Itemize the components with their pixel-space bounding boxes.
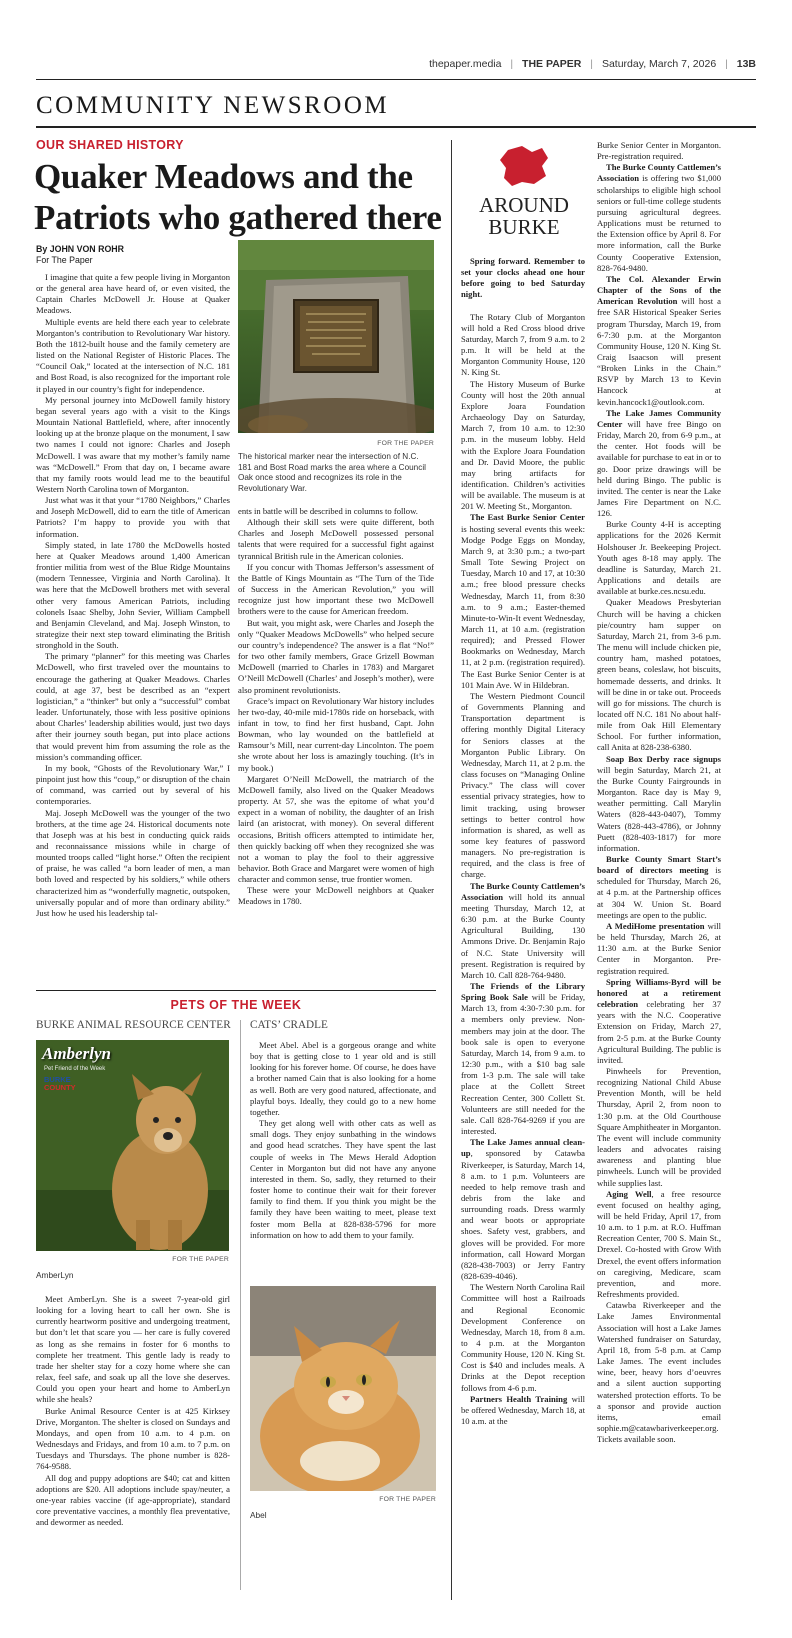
headline-line-2: Patriots who gathered there	[34, 198, 442, 237]
around-item: The Burke County Cattlemen’s Association is offering two $1,000 scholarships to eligible high school seniors or full-time college students pursuing agricultural degrees. Applications must be returned to the Extension office by April 8. For more information, call the Burke County Cooperative Extension, 828-764-9480.	[597, 162, 721, 273]
dog-logo-sub: Pet Friend of the Week	[44, 1066, 106, 1072]
dog-caption: AmberLyn	[36, 1270, 74, 1280]
marker-illustration	[238, 240, 434, 433]
dog-logo-brand-1: BURKE	[44, 1075, 71, 1084]
paragraph: Although their skill sets were quite different, both Charles and Joseph McDowell possessed personal talents that were required for a successful fight against tyrannical British rule in the American colonies.	[238, 517, 434, 561]
around-item: Aging Well, a free resource event focused on healthy aging, will be held Friday, April 17, from 10 a.m. to 1 p.m. at R.O. Huffman Recreation Center, 700 S. Main St., Drexel. Co-hosted with Grow With Drexel, the event offers information on caregiving, Medicare, scam prevention, and more. Refreshments provided.	[597, 1188, 722, 1300]
paragraph: These were your McDowell neighbors at Quaker Meadows in 1780.	[238, 885, 434, 907]
issue-date: Saturday, March 7, 2026	[601, 58, 717, 70]
paragraph: If you concur with Thomas Jefferson’s assessment of the Battle of Kings Mountain as “The Turn of the Tide of Success in the American Revolution,” you will recognize just how important these two McDowell brothers were to the cause for American freedom.	[238, 561, 434, 617]
around-item: The Friends of the Library Spring Book Sale will be Friday, March 13, from 4:30-7:30 p.m. for a members only preview. Non-members may join at the door. The book sale is open to everyone Saturday, March 14, from 9 a.m. to 12:30 p.m., with a $10 bag sale from 1-3 p.m. The sale will take place at the Collett Street Recreation Center, 300 Collett St. Volunteers are still needed for the sale. Call 828-764-9269 if you are interested.	[461, 981, 585, 1137]
paragraph: Simply stated, in late 1780 the McDowells hosted here at Quaker Meadows around 1,400 American frontier militia from west of the Blue Ridge Mountains (modern Tennessee, Virginia and North Carolina). It was here that the McDowell brothers met with several other very famous American Patriots, including colonels Isaac Shelby, John Sevier, William Campbell and Benjamin Cleveland, and Maj. Joseph Winston, to strategize their next step toward eliminating the British stronghold in the South.	[36, 539, 230, 651]
site-url[interactable]: thepaper.media	[429, 58, 502, 70]
byline-name[interactable]: JOHN VON ROHR	[49, 244, 124, 254]
around-item: Soap Box Derby race signups will begin Saturday, March 21, at the Burke County Fairgrounds in Morganton. Race day is May 9, weather permitting. Call Marylin Waters (828-443-0407), Tommy Waters (828-443-4786), or Johnny Puett (828-403-1817) for more information.	[597, 753, 721, 853]
paragraph: Margaret O’Neill McDowell, the matriarch of the McDowell family, also lived on the Quaker Meadows property. At 57, she was the epitome of what you’d expect in a woman of nobility, the daughter of an Irish laird (an aristocrat, with money). On several different occasions, British officers attempted to intimidate her, then quickly backing off when they recognized she was not a woman to play the fool to their aggressive behavior. Both Grace and Margaret were women of high character and common sense, true frontier women.	[238, 773, 434, 885]
around-item: Spring Williams-Byrd will be honored at a retirement celebration celebrating her 37 years with the N.C. Cooperative Extension on Friday, March 27, from 2-5 p.m. at the Burke County Agricultural Building. The public is invited.	[597, 976, 721, 1065]
around-item: Partners Health Training will be offered Wednesday, March 18, at 10 a.m. at the	[461, 1393, 585, 1427]
section-title: COMMUNITY NEWSROOM	[36, 92, 390, 119]
paragraph: All dog and puppy adoptions are $40; cat and kitten adoptions are $20. All adoptions include spay/neuter, a one-year rabies vaccine (if age-appropriate), standard core preventative vaccines, a monthly flea preventative, and dewormer as needed.	[36, 1472, 230, 1528]
around-item: Burke County 4-H is accepting applications for the 2026 Kermit Holshouser Jr. Beekeeping Project. Youth ages 8-18 may apply. The deadline is Saturday, March 21. Applications and details are available at burke.ces.ncsu.edu.	[597, 519, 721, 597]
header-rule	[36, 79, 756, 80]
pets-mid-divider	[240, 1020, 241, 1590]
paragraph: Meet AmberLyn. She is a sweet 7-year-old girl looking for a loving heart to call her own. She is currently heartworm positive and undergoing treatment, but don’t let that scare you — her care is fully covered as long as she remains in foster for 6 months to complete her treatment. This gentle lady is ready to trade her shelter stay for a cozy home where she can relax, feel safe, and soak up all the love she deserves. Could you open your heart and home to AmberLyn while she heals?	[36, 1294, 230, 1405]
around-column-a	[461, 256, 585, 1427]
around-item: The Burke County Cattlemen’s Association will hold its annual meeting Thursday, March 12, at 6:30 p.m. at the Burke County Agricultural Building, 130 Ammons Drive. Dr. Benjamin Rajo of N.C. State University will present. Registration is required by March 10. Call 828-764-9480.	[461, 880, 585, 980]
dog-logo-brand	[44, 1076, 76, 1092]
paragraph: They get along well with other cats as well as small dogs. They enjoy sunbathing in the windows and good head scratches. They have spent the last couple of weeks in The Mews Herald Adoption Center in Morganton but did not have any anyone interested in them. So, sadly, they returned to their foster home to continue their wait for their forever family to find them. If you think you might be the family they have been waiting to meet, please text foster mom Bella at 828-838-5796 for more information on how to add them to your family.	[250, 1118, 436, 1240]
cat-description	[250, 1040, 436, 1241]
paragraph: Just what was it that your “1780 Neighbors,” Charles and Joseph McDowell, did to earn the title of American Patriots? I’m happy to provide you with that information.	[36, 495, 230, 539]
section-rule	[36, 126, 756, 128]
article-column-1	[36, 272, 230, 919]
page-number: 13B	[736, 58, 756, 70]
paragraph: In my book, “Ghosts of the Revolutionary War,” I pinpoint just how this “coup,” or disruption of the chain of command, was carried out by several of his contemporaries.	[36, 762, 230, 807]
header-divider-2: |	[590, 58, 594, 70]
marker-photo[interactable]	[238, 240, 434, 433]
masthead-bar	[36, 58, 756, 74]
paragraph: Multiple events are held there each year to celebrate Morganton’s contribution to Revolutionary War history. Both the 1812-built house and the family cemetery are listed on the National Register of Historic Places. The “Council Oak,” located at the intersection of N.C. 181 and Bost Road, is also recognized for the important role it played in our country’s fight for independence.	[36, 316, 230, 394]
column-divider	[451, 140, 452, 1600]
around-item: The History Museum of Burke County will host the 20th annual Explore Joara Foundation Archaeology Day on Saturday, March 7, from 10 a.m. to 12:30 p.m. in the museum lobby. Held with the Explore Joara Foundation and Dr. David Moore, the public may bring artifacts for identification. Children’s activities will be available. The museum is at 201 W. Meeting St., Morganton.	[461, 378, 585, 512]
paragraph: Burke Animal Resource Center is at 425 Kirksey Drive, Morganton. The shelter is closed on Sundays and Mondays, and open from 10 a.m. to 4 p.m. on Wednesdays and Fridays, and from 10 a.m. to 7 p.m. on Tuesdays and Thursdays. The phone number is 828-764-9588.	[36, 1405, 230, 1472]
paragraph: I imagine that quite a few people living in Morganton or the general area have heard of, or even visited, the Captain Charles McDowell Jr. House at Quaker Meadows.	[36, 272, 230, 316]
burke-county-map-icon	[462, 144, 586, 190]
brand-name: THE PAPER	[522, 58, 582, 70]
dog-description	[36, 1294, 230, 1528]
paragraph: Maj. Joseph McDowell was the younger of the two brothers, at the time age 24. Historical documents note that Joseph was at his best in conducting quick raids and reconnaissance missions while in charge of mounted troops called “light horse.” Often the recipient of praise, he was called “a born leader of men, a man both loved and respected by his soldiers,” while others characterized him as “wonderfully magnetic, outspoken, universally popular and of more than ordinary ability.” Just how he used his leadership tal-	[36, 807, 231, 918]
around-item: Burke County Smart Start’s board of directors meeting is scheduled for Thursday, March 26, at 4 p.m. at the Partnership offices at 304 W. Union St. Board meetings are open to the public.	[597, 854, 721, 920]
around-item: The Lake James Community Center will have free Bingo on Friday, March 20, from 6-9 p.m., at the center. Hot foods will be available for purchase to eat in or to go. Door prize drawings will be held during Bingo. The public is invited. The center is near the Lake James Fire Department on N.C. 126.	[597, 407, 721, 519]
left-org: BURKE ANIMAL RESOURCE CENTER	[36, 1019, 231, 1031]
cat-caption: Abel	[250, 1510, 267, 1520]
byline-org: For The Paper	[36, 255, 93, 265]
around-item: The Lake James annual clean-up, sponsored by Catawba Riverkeeper, is Saturday, March 14, 8 a.m. to 1 p.m. Volunteers are needed to help remove trash and debris from the lake and surrounding roads. Dress warmly and wear boots or appropriate shoes. Safety vest, grabbers, and gloves will be provided. For more information, call Howard Morgan (828-438-7003) or Jerry Fantry (828-639-4046).	[461, 1137, 585, 1282]
around-item: Spring forward. Remember to set your clocks ahead one hour before going to bed Saturday night.	[461, 256, 585, 300]
around-item: The Western Piedmont Council of Governments Planning and Transportation department is offering monthly Digital Literacy for Seniors classes at the Morganton Public Library. On Wednesday, March 11, at 2 p.m. the class focuses on “Managing Online Privacy.” The class will cover essential privacy strategies, how to limit tracking, using browser settings to better control how information is shared, as well as some key features of password managers. No pre-registration is required, and the class is free of charge.	[461, 690, 585, 880]
header-divider-3: |	[725, 58, 728, 70]
pets-top-rule	[36, 990, 436, 991]
paragraph: The primary “planner” for this meeting was Charles McDowell, who first traveled over the mountains to encourage the gathering at Quaker Meadows. Charles could, at age 37, best be described as an “expert logistician,” a “thinker” but only a “successful” combat leader. Unfortunately, those with less positive opinions about Charles’ leadership abilities would, just two days after their journey south began, put into place actions that would prevent him from assuming the role as the mission’s commanding officer.	[36, 651, 230, 762]
around-item: Quaker Meadows Presbyterian Church will be having a chicken pie/country ham supper on Saturday, March 21, from 3-6 p.m. The menu will include chicken pie, country ham, mashed potatoes, green beans, coleslaw, hot biscuits, homemade desserts, and drinks. It will be dine in or take out. Proceeds will go for missions. The church is located off N.C. 181 No about half-mile from Oak Hill Elementary School. For further information, call Anita at 828-238-6380.	[597, 597, 721, 753]
paragraph: Grace’s impact on Revolutionary War history includes her two-day, 40-mile mid-1780s ride on horseback, with infant in tow, to find her first husband, Capt. John Bowman, who lay wounded on the battlefield at Ramsour’s Mill, near current-day Lincolnton. The poem she wrote about her loss is amazingly touching. (It’s in my book.)	[238, 695, 434, 773]
around-item: Pinwheels for Prevention, recognizing National Child Abuse Prevention Month, will be held Thursday, April 2, from noon to 1:30 p.m. at the Old Courthouse Square Amphitheater in Morganton. The event will include community leaders and advocates raising awareness and planting blue pinwheels. Lunch will be provided while supplies last.	[597, 1065, 721, 1188]
around-burke-logo	[462, 144, 586, 244]
cat-illustration	[250, 1286, 436, 1491]
around-logo-line-2: BURKE	[488, 215, 560, 239]
paragraph: ents in battle will be described in columns to follow.	[238, 506, 418, 516]
headline	[34, 156, 444, 238]
dog-photo[interactable]	[36, 1040, 229, 1251]
around-item: Catawba Riverkeeper and the Lake James Environmental Association will host a Lake James Watershed fundraiser on Saturday, April 18, from 5-8 p.m. at Camp Lake James. The event includes wine, beer, heavy hors d’oeuvres and a silent auction supporting watershed protection efforts. To be a sponsor and provide auction items, email sophie.m@catawbariverkeeper.org. Tickets available soon.	[597, 1300, 721, 1445]
headline-line-1: Quaker Meadows and the	[34, 157, 413, 196]
article-column-2	[238, 506, 434, 908]
dog-credit: FOR THE PAPER	[172, 1256, 229, 1263]
byline-prefix: By	[36, 244, 50, 254]
cat-photo[interactable]	[250, 1286, 436, 1491]
right-org: CATS’ CRADLE	[250, 1019, 328, 1031]
around-column-b	[597, 140, 721, 1445]
header-divider: |	[510, 58, 514, 70]
paragraph: Meet Abel. Abel is a gorgeous orange and white boy that is getting close to 1 year old and is still looking for his forever home. Of course, he does have a brother named Cain that is also looking for a home as well. Both are very good natured, affectionate, and playful boys. Ideally, they could go to a new home together.	[250, 1040, 436, 1117]
kicker: OUR SHARED HISTORY	[36, 138, 184, 152]
around-item: The Western North Carolina Rail Committee will host a Railroads and Regional Economic Development Conference on Wednesday, March 18, from 8 a.m. to 4 p.m. at the Morganton Community House, 120 N. King St. Cost is $40 and includes meals. A Drinks at the Depot reception follows from 4-6 p.m.	[461, 1282, 585, 1393]
around-item: The Col. Alexander Erwin Chapter of the Sons of the American Revolution will host a free SAR Historical Speaker Series program Thursday, March 19, from 6-7:30 p.m. at the Morganton Community House, 120 N. King St. Craig Isaacson will present “Broken Links in the Chain.” RSVP by March 13 to Kevin Hancock at kevin.hancock1@outlook.com.	[597, 273, 721, 407]
paragraph: But wait, you might ask, were Charles and Joseph the only “Quaker Meadows McDowells” who helped secure our country’s independence? The answer is a flat “No!” for two other family members, Grace Grizell Bowman McDowell (married to Charles in 1783) and Margaret O’Neill McDowell (Charles’ and Joseph’s mother), were also prominent revolutionists.	[238, 617, 434, 695]
around-item: The East Burke Senior Center is hosting several events this week: Modge Podge Eggs on Monday, March 9, at 3:30 p.m.; a two-part Small Tote Sewing Project on Tuesday, March 10 and 17, at 10:30 a.m.; free blood pressure checks Wednesday, March 11, from 8:30 a.m. to 9 a.m.; Easter-themed Minute-to-Win-It event Wednesday, March 11, at 10 a.m. (registration required); and Pressed Flower Bookmarks on Wednesday, March 11, at 2 p.m. (registration required). The East Burke Senior Center is at 101 Main Ave. W in Hildebran.	[461, 512, 585, 690]
around-logo-line-1: AROUND	[479, 193, 569, 217]
around-item: A MediHome presentation will be held Thursday, March 26, at 11:30 a.m. at the Burke Senior Center in Morganton. Pre-registration required.	[597, 920, 721, 976]
dog-logo-brand-2: COUNTY	[44, 1083, 76, 1092]
paragraph: My personal journey into McDowell family history began several years ago with a visit to the Kings Mountain National Battlefield, where, after innocently looking up at the bronze plaque on the monument, I saw two names I could not ignore: Charles and Joseph McDowell. I was aware that my mother’s family name was “McDowell.” From that day on, I became aware that my family roots would lead me to the beautiful Western North Carolina town of Morganton.	[36, 394, 230, 494]
around-item: Burke Senior Center in Morganton. Pre-registration required.	[597, 140, 721, 162]
photo-caption: The historical marker near the intersection of N.C. 181 and Bost Road marks the area where a Council Oak once stood and recognizes its role in the Revolutionary War.	[238, 452, 426, 493]
byline	[36, 244, 124, 266]
pets-title: PETS OF THE WEEK	[170, 998, 302, 1012]
around-item: The Rotary Club of Morganton will hold a Red Cross blood drive Saturday, March 7, from 9 a.m. to 2 p.m. It will be held at the Morganton Community House, 120 N. King St.	[461, 311, 585, 378]
cat-credit: FOR THE PAPER	[379, 1496, 436, 1503]
dog-logo-name: Amberlyn	[42, 1044, 111, 1063]
photo-credit: FOR THE PAPER	[377, 440, 434, 447]
